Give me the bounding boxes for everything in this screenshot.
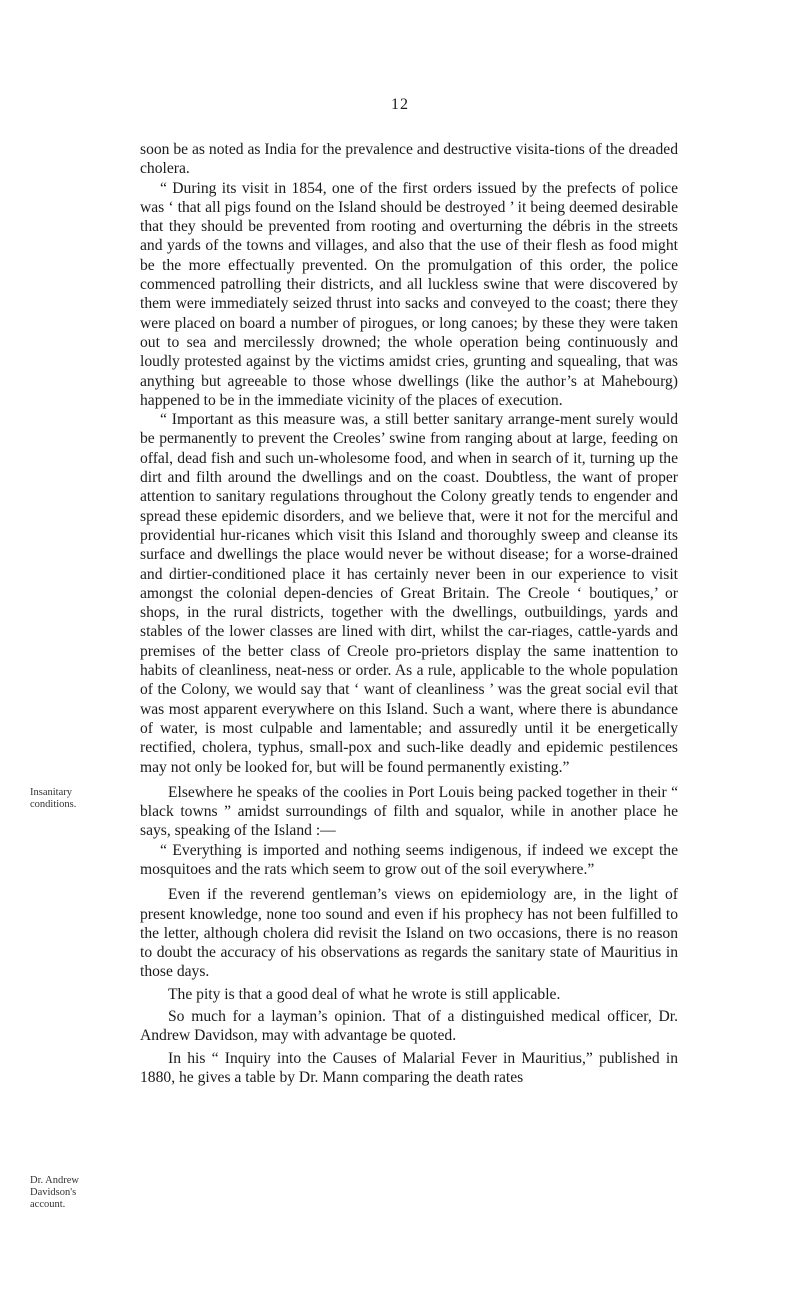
- paragraph: So much for a layman’s opinion. That of a distinguished medical officer, Dr. Andrew Davidson, may with advantage be quoted.: [140, 1008, 678, 1045]
- paragraph: Elsewhere he speaks of the coolies in Port Louis being packed together in their “ black towns ” amidst surroundings of filth and squalor, while in another place he says, speaking of the Island :—: [140, 783, 678, 840]
- paragraph: “ During its visit in 1854, one of the first orders issued by the prefects of police was ‘ that all pigs found on the Island should be destroyed ’ it being deemed desirable that they should be prevented from rooting and overturning the débris in the streets and yards of the towns and villages, and also that the use of their flesh as food might be the more effectually prevented. On the promulgation of this order, the police commenced patrolling their districts, and all luckless swine that were discovered by them were immediately seized thrust into sacks and conveyed to the coast; there they were placed on board a number of pirogues, or long canoes; by these they were taken out to sea and mercilessly drowned; the whole operation being continuously and loudly protested against by the victims amidst cries, grunting and squealing, that was anything but agreeable to those whose dwellings (like the author’s at Mahebourg) happened to be in the immediate vicinity of the places of execution.: [140, 179, 678, 409]
- paragraph: The pity is that a good deal of what he wrote is still applicable.: [168, 985, 561, 1003]
- paragraph: Even if the reverend gentleman’s views on epidemiology are, in the light of present knowledge, none too sound and even if his prophecy has not been fulfilled to the letter, although cholera did revisit the Island on two occasions, there is no reason to doubt the accuracy of his observations as regards the sanitary state of Mauritius in those days.: [140, 886, 678, 981]
- text-column: [140, 140, 678, 1087]
- paragraph: soon be as noted as India for the prevalence and destructive visita-tions of the dreaded cholera.: [140, 141, 678, 178]
- paragraph: “ Important as this measure was, a still better sanitary arrange-ment surely would be permanently to prevent the Creoles’ swine from ranging about at large, feeding on offal, dead fish and such un-wholesome food, and when in search of it, turning up the dirt and filth around the dwellings and on the coast. Doubtless, the want of proper attention to sanitary regulations throughout the Colony greatly tends to engender and spread these epidemic disorders, and we believe that, were it not for the merciful and providential hur-ricanes which visit this Island and thoroughly sweep and cleanse its surface and dwellings the place would never be without disease; for a worse-drained and dirtier-conditioned place it has certainly never been in our experience to visit amongst the colonial depen-dencies of Great Britain. The Creole ‘ boutiques,’ or shops, in the rural districts, together with the dwellings, outbuildings, yards and stables of the lower classes are lined with dirt, whilst the car-riages, cattle-yards and premises of the better class of Creole pro-prietors display the same inattention to habits of cleanliness, neat-ness or order. As a rule, applicable to the whole population of the Colony, we would say that ‘ want of cleanliness ’ was the great social evil that was most apparent everywhere on this Island. Such a want, where there is abundance of water, is most culpable and lamentable; and assuredly until it be energetically rectified, cholera, typhus, small-pox and such-like deadly and epidemic pestilences may not only be looked for, but will be found permanently existing.”: [140, 411, 678, 776]
- margin-note-davidson: Dr. Andrew Davidson's account.: [30, 1175, 79, 1210]
- margin-note-insanitary: Insanitary conditions.: [30, 787, 77, 810]
- page-number: 12: [391, 96, 409, 113]
- paragraph: In his “ Inquiry into the Causes of Malarial Fever in Mauritius,” published in 1880, he gives a table by Dr. Mann comparing the death rates: [140, 1049, 678, 1086]
- paragraph: “ Everything is imported and nothing seems indigenous, if indeed we except the mosquitoes and the rats which seem to grow out of the soil everywhere.”: [140, 841, 678, 878]
